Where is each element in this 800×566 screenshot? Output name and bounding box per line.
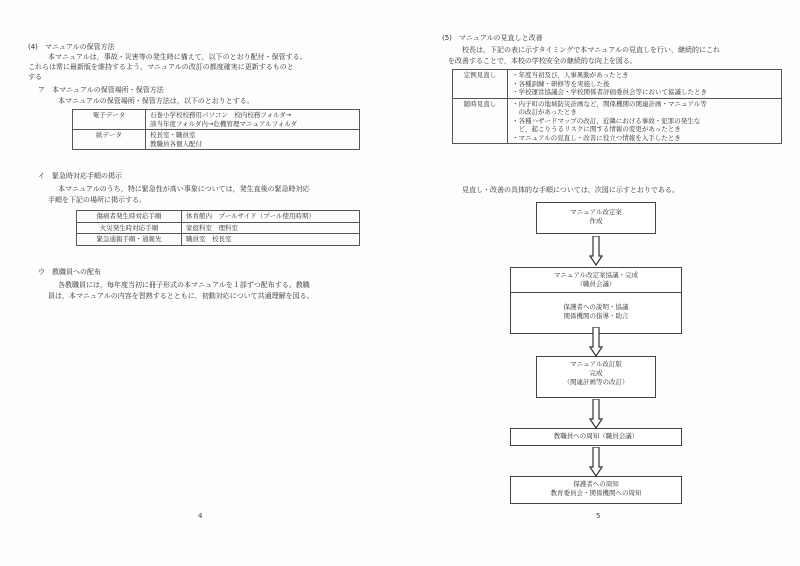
procedure-cell: 傷病者発生時対応手順 [77,211,182,223]
subsection-a-heading: ア 本マニュアルの保管場所・保管方法 [38,86,164,94]
flow-step-line: （関連計画等の改訂） [563,378,629,386]
flow-step-line: マニュアル改定案 [570,208,622,216]
table-row [73,130,360,150]
section5-para1: 校長は，下記の表に示すタイミングで本マニュアルの見直しを行い，継続的にこれ [462,46,720,54]
page-number: 5 [596,512,601,520]
review-trigger-line: ・各種訓練・研修等を実施した後 [512,79,610,88]
flow-step-line: 保護者への周知 [573,480,619,488]
review-trigger-line: ・年度当初及び，人事異動があったとき [512,71,629,79]
place-cell: 体育館内 プールサイド（プール使用時期） [182,211,360,223]
table-row [77,222,360,234]
table-row [453,70,782,99]
posting-table [76,210,360,246]
down-arrow-icon [589,399,603,429]
section4-heading: (4) マニュアルの保管方法 [28,43,115,51]
table-row [453,98,782,144]
flow-step-line: （職員会議） [576,280,616,288]
storage-location-line: 教職員各個人配付 [150,139,202,148]
down-arrow-icon [589,236,603,266]
flow-step-line: 保護者への説明・協議 [563,303,629,311]
section4-para2: これらは常に最新版を維持するよう，マニュアルの改訂の都度確実に更新するものと [28,63,294,71]
flow-step-staff-notice [510,428,682,446]
flow-step-line: 関係機関の指導・助言 [563,312,629,320]
flow-intro: 見直し・改善の具体的な手順については，次図に示すとおりである。 [462,186,679,194]
table-row [73,110,360,130]
subsection-i-para2: 手順を下記の場所に掲示する。 [48,196,146,204]
storage-table [72,109,360,150]
timing-cell: 随時見直し [453,98,508,144]
review-trigger-cell [508,70,782,99]
flow-step-draft [536,202,656,234]
section5-heading: (5) マニュアルの見直しと改善 [442,34,543,42]
flow-step-line: 教育委員会・関係機関への周知 [550,489,642,497]
flow-step-line: 完成 [589,369,603,377]
flow-step-line: 作成 [589,217,603,225]
flow-step-line: マニュアル改定案協議・完成 [553,271,639,279]
subsection-u-heading: ウ 教職員への配布 [38,268,101,276]
section4-para3: する [28,73,42,81]
review-trigger-line: ど，起こりうるリスクに関する情報の変更があったとき [512,125,681,133]
review-trigger-line: ・マニュアルの見直し・改善に役立つ情報を入手したとき [512,133,681,142]
review-table [452,69,782,144]
flow-step-line: 教職員への周知（職員会議） [553,432,639,440]
timing-cell: 定例見直し [453,70,508,99]
flow-step-discussion [510,267,682,295]
section5-para2: を改善することで，本校の学校安全の継続的な向上を図る。 [448,57,637,65]
storage-location-cell [146,130,360,150]
subsection-a-intro: 本マニュアルの保管場所・保管方法は，以下のとおりとする。 [58,97,254,105]
review-trigger-line: ・内子町の地域防災計画など，関係機関の関連計画・マニュアル等 [512,99,707,108]
flow-step-external-notice [510,476,682,504]
review-trigger-line: ・学校運営協議会・学校関係者評価委員会等において協議したとき [512,88,707,96]
subsection-i-para1: 本マニュアルのうち，特に緊急性が高い事象については，発生直後の緊急時対応 [58,185,310,193]
down-arrow-icon [589,447,603,477]
storage-type-cell: 電子データ [73,110,146,130]
subsection-u-para1: 各教職員には，毎年度当初に冊子形式の本マニュアルを１部ずつ配布する。教職 [58,281,310,289]
review-trigger-line: ・各種ハザードマップの改訂，近隣における事故・犯罪の発生な [512,116,701,125]
right-page [400,0,800,566]
page-number: 4 [198,512,203,520]
review-trigger-cell [508,98,782,144]
storage-location-cell [146,110,360,130]
table-row [77,211,360,223]
place-cell: 職員室 校長室 [182,234,360,246]
review-trigger-line: の改訂があったとき [512,108,577,116]
storage-location-line: 該当年度フォルダ内→危機管理マニュアルフォルダ [150,119,298,128]
section4-para1: 本マニュアルは，事故・災害等の発生時に備えて，以下のとおり配付・保管する。 [48,53,307,61]
subsection-i-heading: イ 緊急時対応手順の掲示 [38,172,122,180]
flow-step-revised-version [536,356,656,398]
subsection-u-para2: 員は，本マニュアルの内容を習熟するとともに，初動対応について共通理解を図る。 [48,292,314,300]
storage-location-line: 石巻小学校校務用パソコン 校内校務フォルダ→ [150,111,292,119]
table-row [77,234,360,246]
storage-type-cell: 紙データ [73,130,146,150]
storage-location-line: 校長室・職員室 [150,131,196,139]
down-arrow-icon [589,327,603,357]
procedure-cell: 緊急通報手順・通報先 [77,234,182,246]
flow-step-line: マニュアル改訂版 [570,360,622,368]
procedure-cell: 火災発生時対応手順 [77,222,182,234]
place-cell: 家庭科室 理科室 [182,222,360,234]
